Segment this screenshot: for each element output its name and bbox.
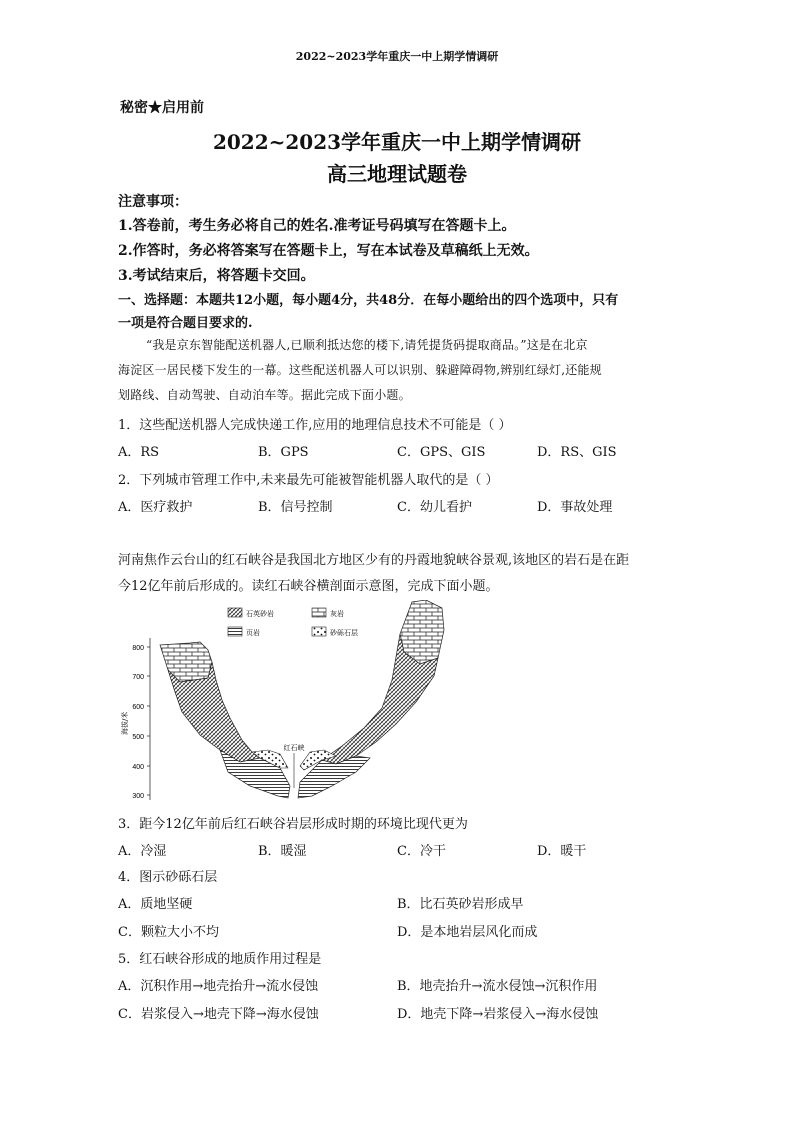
legend-swatch-quartz-sandstone [228, 608, 242, 617]
option: D．RS、GIS [537, 445, 617, 460]
exam-title: 2022~2023学年重庆一中上期学情调研 [212, 130, 582, 154]
y-tick-label: 300 [132, 793, 144, 800]
section-heading: 一、选择题：本题共12小题，每小题4分，共48分．在每小题给出的四个选项中，只有 [118, 293, 619, 308]
question-stem: 1．这些配送机器人完成快递工作,应用的地理信息技术不可能是（ ） [118, 418, 512, 433]
notice-heading: 注意事项： [118, 194, 188, 210]
legend-label: 砂砾石层 [330, 629, 358, 637]
passage-line: 海淀区一居民楼下发生的一幕。这些配送机器人可以识别、躲避障碍物,辨别红绿灯,还能规 [118, 363, 602, 377]
option: C．颗粒大小不均 [118, 925, 219, 940]
notice-item: 2.作答时，务必将答案写在答题卡上，写在本试卷及草稿纸上无效。 [118, 243, 539, 259]
legend-swatch-shale [228, 627, 242, 636]
legend-swatch-gravel [312, 627, 326, 636]
notice-item: 1.答卷前，考生务必将自己的姓名.准考证号码填写在答题卡上。 [118, 218, 516, 234]
option: B．GPS [258, 445, 309, 460]
notice-item: 3.考试结束后，将答题卡交回。 [118, 268, 315, 284]
valley-cross-section-diagram [120, 600, 460, 805]
option: D．事故处理 [537, 500, 613, 515]
section-heading-cont: 一项是符合题目要求的. [118, 316, 253, 331]
option: D．是本地岩层风化而成 [397, 925, 538, 940]
y-tick-label: 400 [132, 764, 144, 771]
question-stem: 4．图示砂砾石层 [118, 870, 218, 885]
passage-line: 河南焦作云台山的红石峡谷是我国北方地区少有的丹霞地貌峡谷景观,该地区的岩石是在距 [118, 553, 630, 568]
option: C．岩浆侵入→地壳下降→海水侵蚀 [118, 1007, 319, 1022]
option: A．沉积作用→地壳抬升→流水侵蚀 [118, 979, 319, 994]
option: B．比石英砂岩形成早 [397, 897, 524, 912]
question-stem: 2．下列城市管理工作中,未来最先可能被智能机器人取代的是（ ） [118, 473, 499, 488]
valley-label: 红石峡 [283, 744, 305, 752]
y-tick-label: 800 [132, 645, 144, 652]
passage-line: “我是京东智能配送机器人,已顺利抵达您的楼下,请凭提货码提取商品。”这是在北京 [146, 338, 588, 352]
legend-swatch-limestone [312, 608, 326, 617]
option: C．GPS、GIS [397, 445, 486, 460]
y-tick-label: 600 [132, 704, 144, 711]
option: A．RS [118, 445, 160, 460]
option: C．幼儿看护 [397, 500, 472, 515]
option: A．冷湿 [118, 844, 167, 859]
question-stem: 5．红石峡谷形成的地质作用过程是 [118, 952, 322, 967]
option: C．冷干 [397, 844, 446, 859]
option: B．暖湿 [258, 844, 307, 859]
y-axis-label: 海拔/米 [121, 711, 129, 735]
question-stem: 3．距今12亿年前后红石峡谷岩层形成时期的环境比现代更为 [118, 817, 468, 832]
option: D．地壳下降→岩浆侵入→海水侵蚀 [397, 1007, 599, 1022]
option: B．地壳抬升→流水侵蚀→沉积作用 [397, 979, 598, 994]
legend-label: 页岩 [246, 629, 260, 637]
legend-label: 灰岩 [330, 610, 344, 618]
running-header: 2022~2023学年重庆一中上期学情调研 [295, 50, 499, 63]
option: A．医疗救护 [118, 500, 193, 515]
option: B．信号控制 [258, 500, 333, 515]
secret-mark: 秘密★启用前 [120, 100, 204, 116]
legend-label: 石英砂岩 [246, 610, 274, 618]
passage-line: 划路线、自动驾驶、自动泊车等。据此完成下面小题。 [118, 388, 411, 402]
y-tick-label: 700 [132, 674, 144, 681]
passage-line: 今12亿年前后形成的。读红石峡谷横剖面示意图，完成下面小题。 [118, 579, 499, 594]
exam-subtitle: 高三地理试题卷 [327, 162, 467, 186]
option: D．暖干 [537, 844, 587, 859]
left-limestone-layer [160, 642, 212, 682]
y-tick-label: 500 [132, 734, 144, 741]
option: A．质地坚硬 [118, 897, 193, 912]
